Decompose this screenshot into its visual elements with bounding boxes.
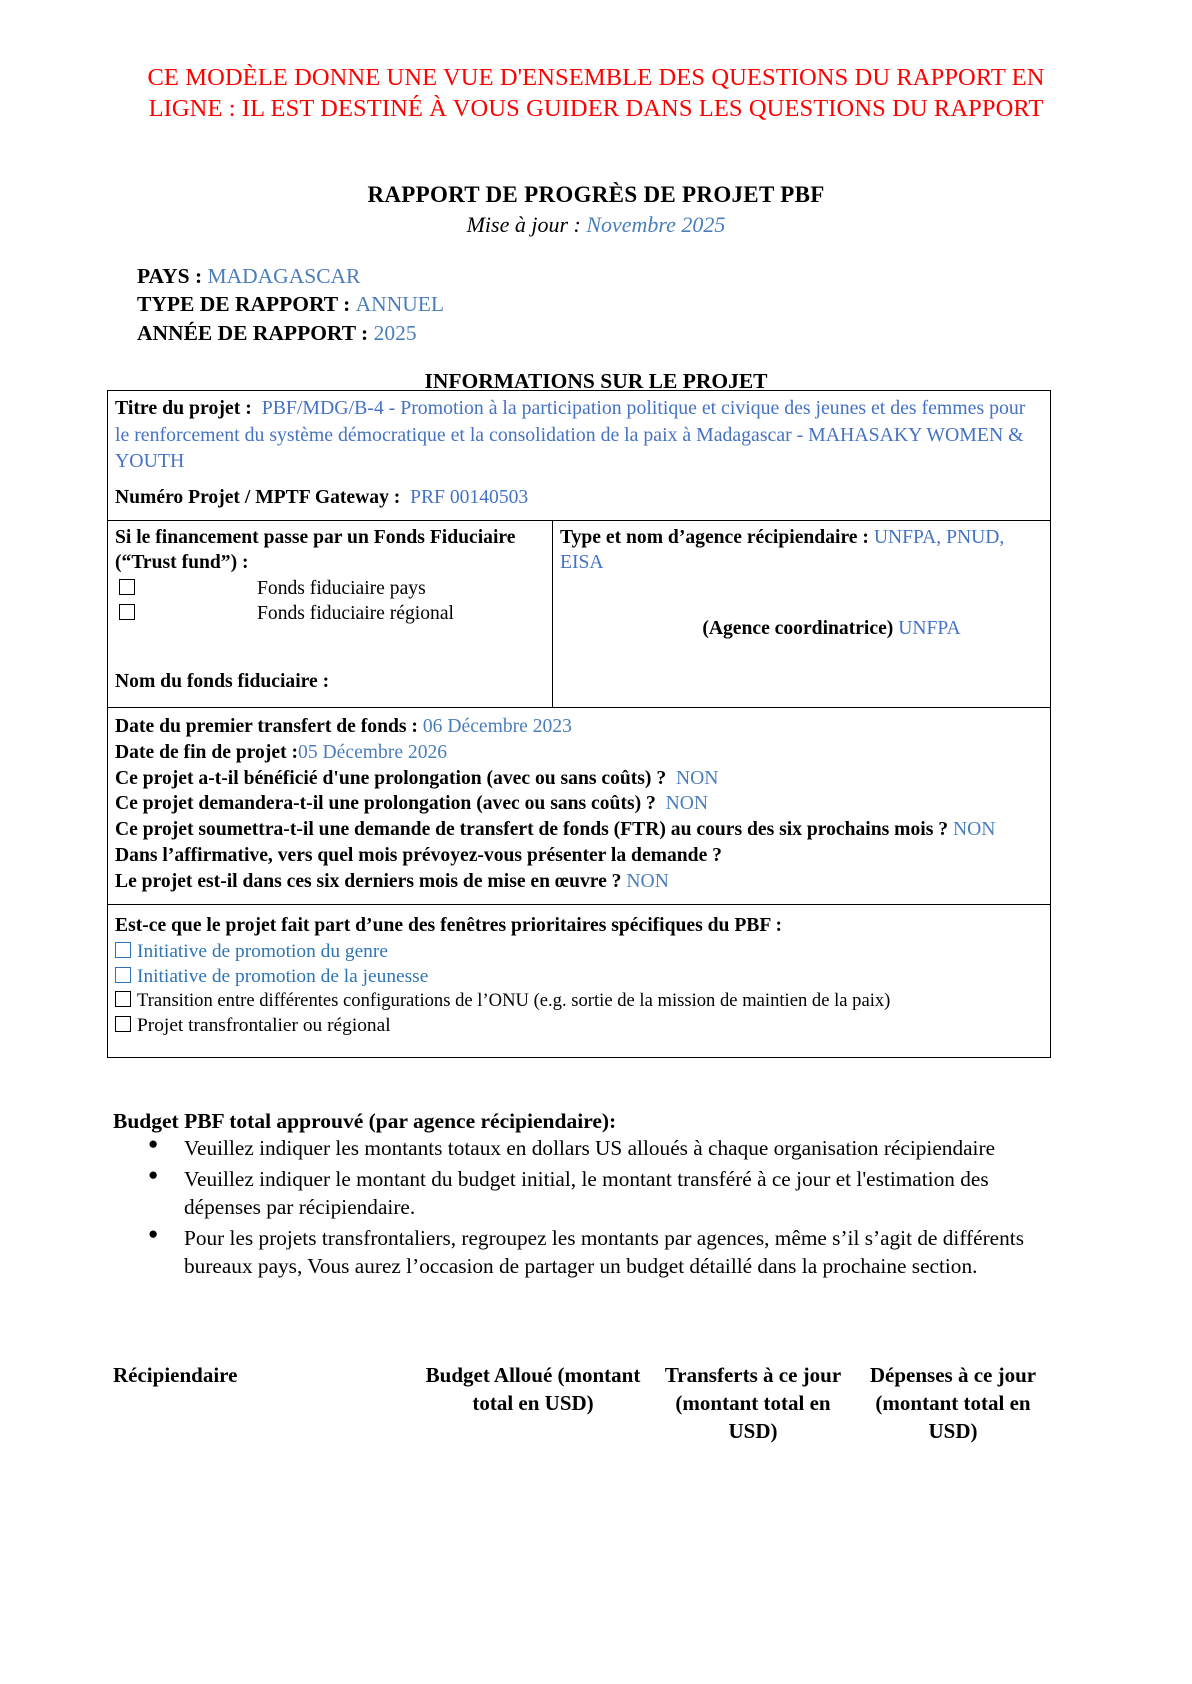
question-which-month-label: Dans l’affirmative, vers quel mois prévoyez-vous présenter la demande ?: [115, 844, 722, 866]
bullet-icon: ●: [148, 1134, 159, 1153]
update-label: Mise à jour :: [466, 212, 587, 237]
country-label: PAYS :: [137, 264, 208, 288]
first-transfer-label: Date du premier transfert de fonds :: [115, 716, 418, 738]
trust-fund-question: Si le financement passe par un Fonds Fiduciaire (“Trust fund”) :: [115, 527, 516, 574]
window-option-gender[interactable]: [115, 939, 1043, 964]
budget-section-heading: Budget PBF total approuvé (par agence récipiendaire):: [113, 1109, 617, 1133]
table-row-priority-windows: [108, 905, 1051, 1057]
question-which-month-row: [115, 843, 1043, 869]
trust-fund-option-regional[interactable]: [119, 601, 545, 626]
project-title-cell: [108, 391, 1051, 521]
meta-row-country: [137, 262, 444, 290]
checkbox-icon[interactable]: [115, 967, 131, 983]
project-number-label: Numéro Projet / MPTF Gateway :: [115, 486, 401, 508]
question-extension-value: NON: [675, 767, 719, 789]
list-item-text: Veuillez indiquer les montants totaux en dollars US alloués à chaque organisation récipiendaire: [184, 1136, 996, 1160]
project-information-table: [107, 390, 1051, 1058]
trust-fund-option-country-label: Fonds fiduciaire pays: [257, 577, 426, 599]
update-value: Novembre 2025: [586, 212, 726, 237]
question-last-six-months-row: [115, 869, 1043, 895]
table-row-trust-fund: [108, 521, 1051, 708]
question-will-request-row: [115, 791, 1043, 817]
window-option-transition[interactable]: [115, 989, 1043, 1013]
question-ftr-row: [115, 817, 1043, 843]
window-option-youth[interactable]: [115, 964, 1043, 989]
report-year-label: ANNÉE DE RAPPORT :: [137, 320, 374, 345]
question-will-request-value: NON: [665, 793, 709, 815]
priority-windows-cell: [108, 905, 1051, 1057]
list-item: [118, 1165, 1048, 1222]
trust-fund-option-regional-label: Fonds fiduciaire régional: [257, 603, 454, 625]
agency-label: Type et nom d’agence récipiendaire :: [560, 527, 869, 549]
first-transfer-value: 06 Décembre 2023: [422, 716, 572, 738]
checkbox-icon[interactable]: [115, 942, 131, 958]
project-end-value: 05 Décembre 2026: [298, 741, 448, 763]
agency-value: UNFPA, PNUD, EISA: [560, 527, 1005, 574]
question-extension-row: [115, 766, 1043, 792]
column-header-recipient: Récipiendaire: [113, 1363, 238, 1387]
banner-line-1: CE MODÈLE DONNE UNE VUE D'ENSEMBLE DES QUESTIONS DU RAPPORT EN: [147, 64, 1045, 91]
trust-fund-option-country[interactable]: [119, 576, 545, 601]
column-header-expenses: Dépenses à ce jour (montant total en USD): [869, 1363, 1037, 1443]
red-instruction-banner: [96, 62, 1096, 125]
budget-instructions-list: [118, 1134, 1048, 1283]
list-item-text: Pour les projets transfrontaliers, regroupez les montants par agences, même s’il s’agit de différents bureaux pays, Vous aurez l’occasion de partager un budget détaillé dans la prochaine section.: [184, 1225, 1024, 1279]
question-ftr-label: Ce projet soumettra-t-il une demande de transfert de fonds (FTR) au cours des six prochains mois ?: [115, 819, 949, 841]
window-option-crossborder[interactable]: [115, 1013, 1043, 1038]
project-title-label: Titre du projet :: [115, 397, 252, 419]
section-heading-project-info: INFORMATIONS SUR LE PROJET: [424, 369, 768, 393]
document-update-line: [96, 212, 1096, 238]
budget-table-header-row: [113, 1362, 1053, 1446]
window-option-crossborder-label: Projet transfrontalier ou régional: [137, 1015, 391, 1037]
question-last-six-months-label: Le projet est-il dans ces six derniers mois de mise en œuvre ?: [115, 870, 622, 892]
coordinating-agency-label: (Agence coordinatrice): [702, 617, 894, 639]
report-metadata: [137, 262, 444, 347]
list-item-text: Veuillez indiquer le montant du budget initial, le montant transféré à ce jour et l'estimation des dépenses par récipiendaire.: [184, 1166, 989, 1220]
dates-questions-cell: [108, 708, 1051, 905]
coordinating-agency-value: UNFPA: [898, 617, 961, 639]
list-item: [118, 1134, 1048, 1163]
meta-row-report-year: [137, 319, 444, 347]
priority-windows-question: Est-ce que le projet fait part d’une des fenêtres prioritaires spécifiques du PBF :: [115, 915, 783, 937]
report-year-value: 2025: [373, 320, 417, 345]
checkbox-icon[interactable]: [115, 991, 131, 1007]
table-row-dates-questions: [108, 708, 1051, 905]
trust-fund-name-label: Nom du fonds fiduciaire :: [115, 670, 330, 692]
report-type-label: TYPE DE RAPPORT :: [137, 292, 356, 317]
checkbox-icon[interactable]: [119, 579, 135, 595]
question-extension-label: Ce projet a-t-il bénéficié d'une prolongation (avec ou sans coûts) ?: [115, 767, 667, 789]
bullet-icon: ●: [148, 1164, 159, 1184]
banner-line-2: LIGNE : IL EST DESTINÉ À VOUS GUIDER DANS LES QUESTIONS DU RAPPORT: [148, 95, 1044, 123]
question-will-request-label: Ce projet demandera-t-il une prolongation (avec ou sans coûts) ?: [115, 793, 656, 815]
window-option-transition-label: Transition entre différentes configurations de l’ONU (e.g. sortie de la mission de maintien de la paix): [137, 990, 891, 1012]
question-last-six-months-value: NON: [626, 870, 669, 892]
project-end-row: [115, 740, 1043, 766]
column-header-allocated: Budget Alloué (montant total en USD): [425, 1363, 641, 1415]
project-number-row: [115, 475, 1043, 514]
report-type-value: ANNUEL: [355, 292, 445, 317]
window-option-youth-label: Initiative de promotion de la jeunesse: [137, 966, 429, 988]
meta-row-report-type: [137, 290, 444, 318]
column-header-transfers: Transferts à ce jour (montant total en USD): [664, 1363, 842, 1443]
bullet-icon: ●: [148, 1223, 159, 1243]
window-option-gender-label: Initiative de promotion du genre: [137, 940, 388, 962]
trust-fund-cell: [108, 521, 553, 708]
first-transfer-row: [115, 714, 1043, 740]
checkbox-icon[interactable]: [115, 1016, 131, 1032]
page-title: RAPPORT DE PROGRÈS DE PROJET PBF: [367, 182, 825, 207]
recipient-agency-cell: [553, 521, 1051, 708]
list-item: [118, 1224, 1048, 1281]
coordinating-agency-row: [560, 616, 1043, 641]
table-row-project-title: [108, 391, 1051, 521]
question-ftr-value: NON: [952, 819, 996, 841]
project-title-value: PBF/MDG/B-4 - Promotion à la participation politique et civique des jeunes et des femmes pour le renforcement du système démocratique et la consolidation de la paix à Madagascar - MAHASAKY WOMEN & YOUTH: [115, 397, 1026, 473]
project-end-label: Date de fin de projet :: [115, 741, 299, 763]
project-number-value: PRF 00140503: [410, 486, 529, 508]
checkbox-icon[interactable]: [119, 604, 135, 620]
country-value: MADAGASCAR: [207, 264, 361, 288]
